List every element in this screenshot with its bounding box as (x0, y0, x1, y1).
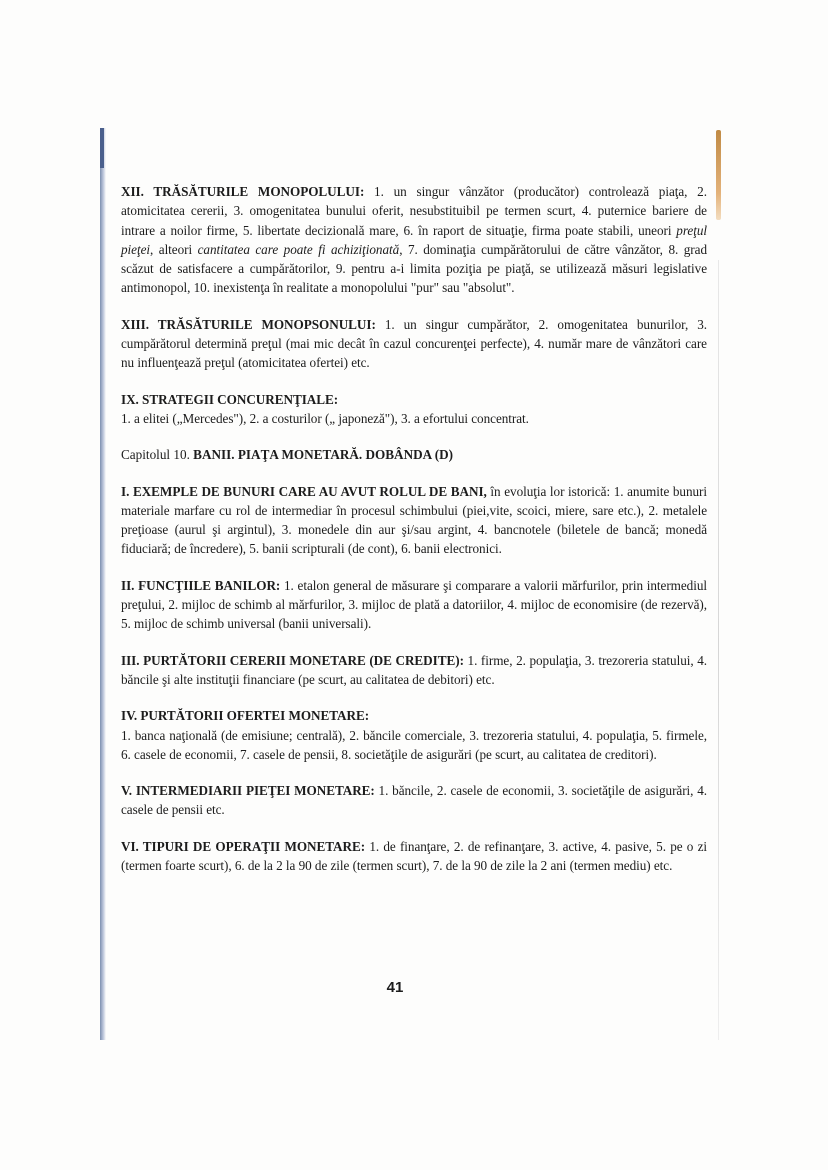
section-text: 1. banca naţională (de emisiune; centrală), 2. băncile comerciale, 3. trezoreria statului, 4. populaţia, 5. firmele, 6. casele de economii, 7. casele de pensii, 8. societăţile de asigurări (pe scurt, au calitatea de creditori). (121, 727, 707, 762)
chapter-prefix: Capitolul 10. (121, 447, 194, 463)
section-text: 1. băncile, 2. casele de economii, 3. societăţile de asigurări, 4. casele de pensii etc. (121, 783, 707, 818)
section-heading: II. FUNCŢIILE BANILOR: (121, 577, 281, 593)
section-heading: III. PURTĂTORII CERERII MONETARE (DE CREDITE): (121, 652, 464, 668)
section-cerere-monetara (121, 651, 707, 690)
section-heading: XIII. TRĂSĂTURILE MONOPSONULUI: (121, 316, 376, 332)
section-functii-bani (121, 576, 707, 634)
section-text: 1. etalon general de măsurare şi comparare a valorii mărfurilor, prin intermediul preţului, 2. mijloc de schimb al mărfurilor, 3. mijloc de plată a datoriilor, 4. mijloc de economisire (de rezervă), 5. mijloc de schimb universal (banii universali). (121, 577, 707, 632)
section-text: 1. de finanţare, 2. de refinanţare, 3. active, 4. pasive, 5. pe o zi (termen foarte scurt), 6. de la 2 la 90 de zile (termen scurt), 7. de la 90 de zile la 2 ani (termen mediu) etc. (121, 838, 707, 874)
section-text: 1. firme, 2. populaţia, 3. trezoreria statului, 4. băncile şi alte instituţii financiare (pe scurt, au calitatea de debitori) etc. (121, 652, 708, 687)
section-monopol (121, 182, 707, 298)
section-text-italic: preţul pieţei (121, 222, 707, 257)
page-edge-left (100, 128, 106, 1040)
chapter-title (121, 445, 707, 464)
section-monopson (121, 315, 707, 373)
page-edge-right-stain (716, 130, 721, 220)
section-text-italic: cantitatea care poate fi achiziţionată (197, 241, 400, 257)
page-edge-left-shadow (100, 128, 104, 168)
section-heading: XII. TRĂSĂTURILE MONOPOLULUI: (121, 184, 365, 199)
section-text: în evoluţia lor istorică: 1. anumite bunuri materiale marfare cu rol de intermediar în procesul schimbului (piei,vite, scoici, miere, sare etc.), 2. metalele preţioase (aurul şi argintul), 3. monedele din aur şi/sau argint, 4. bancnotele (biletele de bancă; monedă fiduciară; de încredere), 5. banii scripturali (de cont), 6. banii electronici. (121, 483, 708, 557)
section-heading: VI. TIPURI DE OPERAŢII MONETARE: (121, 838, 366, 854)
section-heading: V. INTERMEDIARII PIEŢEI MONETARE: (121, 783, 375, 799)
page-content (121, 182, 707, 892)
section-heading: I. EXEMPLE DE BUNURI CARE AU AVUT ROLUL DE BANI, (121, 483, 487, 499)
section-text: 1. un singur cumpărător, 2. omogenitatea bunurilor, 3. cumpărătorul determină preţul (mai mic decât în cazul concurenţei perfecte), 4. număr mare de vânzători care nu influenţează preţul (atomicitatea ofertei) etc. (121, 316, 707, 371)
section-operatii-monetare (121, 837, 707, 876)
section-heading: IX. STRATEGII CONCURENŢIALE: (121, 391, 339, 407)
page-number: 41 (386, 979, 404, 996)
section-text: , alteori (150, 241, 198, 257)
section-heading: IV. PURTĂTORII OFERTEI MONETARE: (121, 708, 370, 724)
section-intermediari (121, 781, 707, 820)
section-text: , 7. dominaţia cumpărătorului de către vânzător, 8. grad scăzut de satisfacere a cumpărătorilor, 9. pentru a-i limita poziţia pe piaţă, se utilizează măsuri legislative antimonopol, 10. inexistenţa în realitate a monopolului "pur" sau "absolut". (121, 241, 707, 296)
page-edge-right (718, 260, 719, 1040)
chapter-heading: BANII. PIAŢA MONETARĂ. DOBÂNDA (D) (193, 447, 454, 463)
section-oferta-monetara (121, 706, 707, 764)
section-strategii (121, 390, 707, 429)
section-text: 1. un singur vânzător (producător) controlează piaţa, 2. atomicitatea cererii, 3. omogenitatea bunului oferit, nesubstituibil pe termen scurt, 4. puternice bariere de intrare a noilor firme, 5. libertate decizională mare, 6. în raport de situaţie, firma poate stabili, uneori (121, 184, 707, 238)
section-text: 1. a elitei („Mercedes"), 2. a costurilor („ japoneză"), 3. a efortului concentrat. (121, 410, 529, 426)
section-exemple-bani (121, 482, 707, 559)
